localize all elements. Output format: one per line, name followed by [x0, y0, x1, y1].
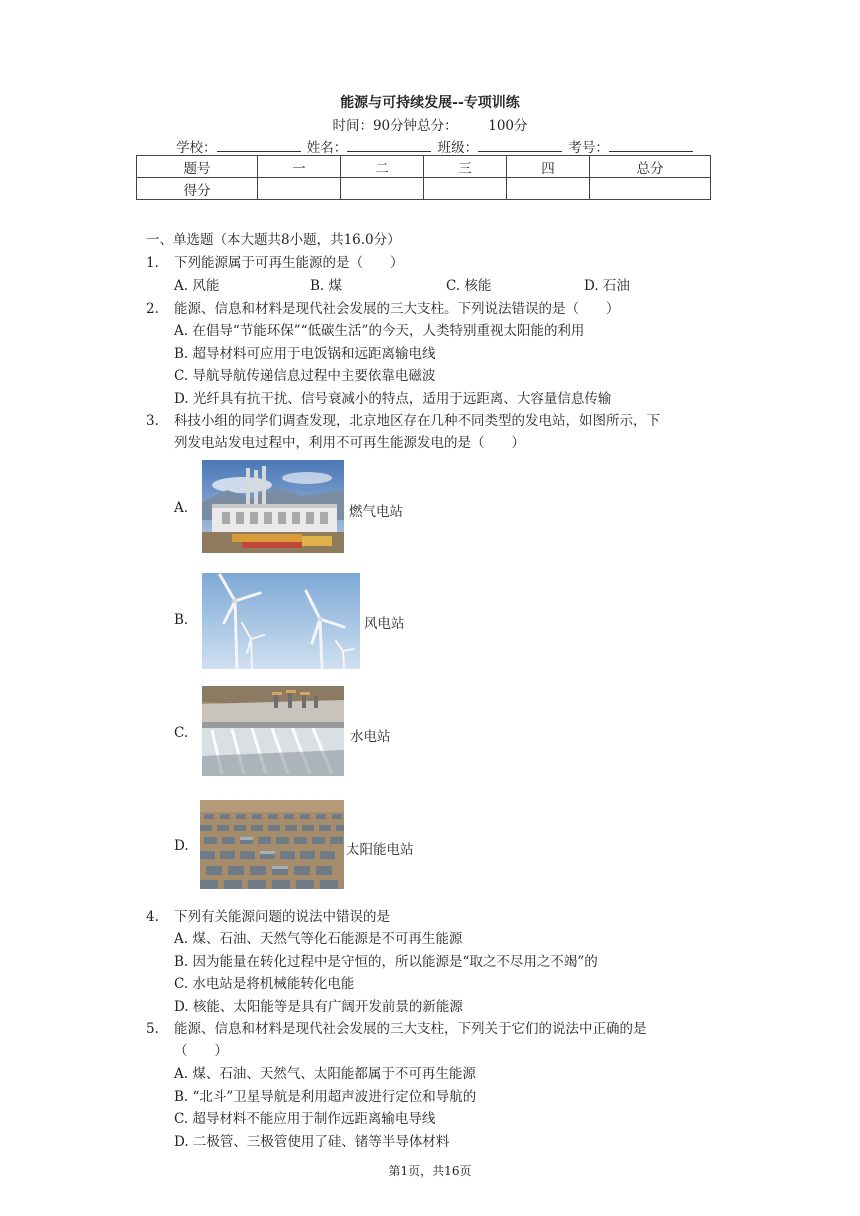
- option-a: A. 风能: [174, 278, 220, 294]
- option-a-letter: A.: [174, 500, 189, 516]
- question-4: [146, 905, 390, 925]
- total-points: 100分: [488, 118, 528, 134]
- exam-no-label: 考号：: [568, 140, 609, 156]
- question-text-line1: 科技小组的同学们调查发现，北京地区存在几种不同类型的发电站，如图所示，下: [174, 413, 660, 429]
- section-title: 一、单选题（本大题共8小题，共16.0分）: [146, 232, 401, 248]
- option-c-label: 水电站: [350, 729, 391, 745]
- score-table-header-cell: 一: [258, 156, 341, 178]
- page-title: 能源与可持续发展--专项训练: [340, 95, 520, 111]
- option-c: C. 超导材料不能应用于制作远距离输电导线: [174, 1111, 436, 1127]
- school-label: 学校：: [176, 140, 217, 156]
- page-footer: 第1页，共16页: [388, 1164, 472, 1178]
- option-b: B. 因为能量在转化过程中是守恒的，所以能源是“取之不尽用之不竭”的: [174, 954, 598, 970]
- option-b-label: 风电站: [364, 616, 405, 632]
- time-and-points: [0, 114, 860, 134]
- name-label: 姓名：: [306, 140, 348, 156]
- option-c: C. 水电站是将机械能转化电能: [174, 976, 355, 992]
- score-cell: [507, 178, 590, 200]
- gas-power-station-drawing: [202, 460, 344, 553]
- question-1: [146, 251, 404, 271]
- option-d: D. 核能、太阳能等是具有广阔开发前景的新能源: [174, 999, 463, 1015]
- student-info-line: [176, 136, 695, 156]
- score-table-header-cell: 题号: [137, 156, 258, 178]
- dam-drawing: [202, 686, 344, 776]
- option-a: A. 在倡导“节能环保”“低碳生活”的今天，人类特别重视太阳能的利用: [174, 323, 585, 339]
- score-cell: [341, 178, 424, 200]
- score-cell: [424, 178, 507, 200]
- score-table-header-cell: 总分: [590, 156, 711, 178]
- option-d: D. 光纤具有抗干扰、信号衰减小的特点，适用于远距离、大容量信息传输: [174, 391, 612, 407]
- question-number: 5.: [146, 1021, 159, 1037]
- option-d: D. 二极管、三极管使用了硅、锗等半导体材料: [174, 1134, 450, 1150]
- time-label: 时间：90分钟总分：: [332, 118, 458, 134]
- name-blank: [347, 139, 431, 152]
- option-a-label: 燃气电站: [349, 504, 403, 520]
- class-blank: [478, 139, 562, 152]
- class-label: 班级：: [437, 140, 479, 156]
- score-table-header-cell: 四: [507, 156, 590, 178]
- question-number: 2.: [146, 301, 159, 317]
- score-table-header-cell: 三: [424, 156, 507, 178]
- gas-power-station-image: [202, 460, 344, 553]
- question-number: 4.: [146, 909, 159, 925]
- score-cell: [590, 178, 711, 200]
- option-a: A. 煤、石油、天然气、太阳能都属于不可再生能源: [174, 1066, 476, 1082]
- school-blank: [217, 139, 301, 152]
- option-d-letter: D.: [174, 838, 189, 854]
- option-a: A. 煤、石油、天然气等化石能源是不可再生能源: [174, 931, 463, 947]
- exam-no-blank: [609, 139, 693, 152]
- question-5: [146, 1017, 647, 1037]
- question-text: 下列有关能源问题的说法中错误的是: [174, 909, 390, 925]
- solar-power-station-image: [200, 800, 344, 889]
- option-b: B. 超导材料可应用于电饭锅和远距离输电线: [174, 346, 436, 362]
- question-text: 能源、信息和材料是现代社会发展的三大支柱。下列说法错误的是（ ）: [174, 301, 620, 317]
- question-number: 3.: [146, 413, 159, 429]
- wind-turbines-drawing: [202, 573, 360, 669]
- wind-power-station-image: [202, 573, 360, 669]
- option-c-letter: C.: [174, 725, 189, 741]
- question-2: [146, 297, 620, 317]
- option-c: C. 导航导航传递信息过程中主要依靠电磁波: [174, 368, 436, 384]
- option-b: B. 煤: [310, 278, 343, 294]
- option-b-letter: B.: [174, 612, 189, 628]
- question-number: 1.: [146, 255, 159, 271]
- score-table-score-row: [137, 178, 711, 200]
- question-3: [146, 409, 660, 429]
- option-b: B. “北斗”卫星导航是利用超声波进行定位和导航的: [174, 1089, 477, 1105]
- hydro-power-station-image: [202, 686, 344, 776]
- score-table-header-row: [137, 156, 711, 178]
- option-d-label: 太阳能电站: [346, 842, 414, 858]
- option-c: C. 核能: [446, 278, 492, 294]
- score-table-header-cell: 二: [341, 156, 424, 178]
- option-d: D. 石油: [584, 278, 630, 294]
- question-3-line2: 列发电站发电过程中，利用不可再生能源发电的是（ ）: [174, 435, 525, 451]
- question-text-line1: 能源、信息和材料是现代社会发展的三大支柱，下列关于它们的说法中正确的是: [174, 1021, 647, 1037]
- question-5-line2: （ ）: [174, 1043, 228, 1059]
- score-row-label: 得分: [137, 178, 258, 200]
- score-table: [136, 155, 711, 200]
- heliostat-field-drawing: [200, 800, 344, 889]
- score-cell: [258, 178, 341, 200]
- question-text: 下列能源属于可再生能源的是（ ）: [174, 255, 404, 271]
